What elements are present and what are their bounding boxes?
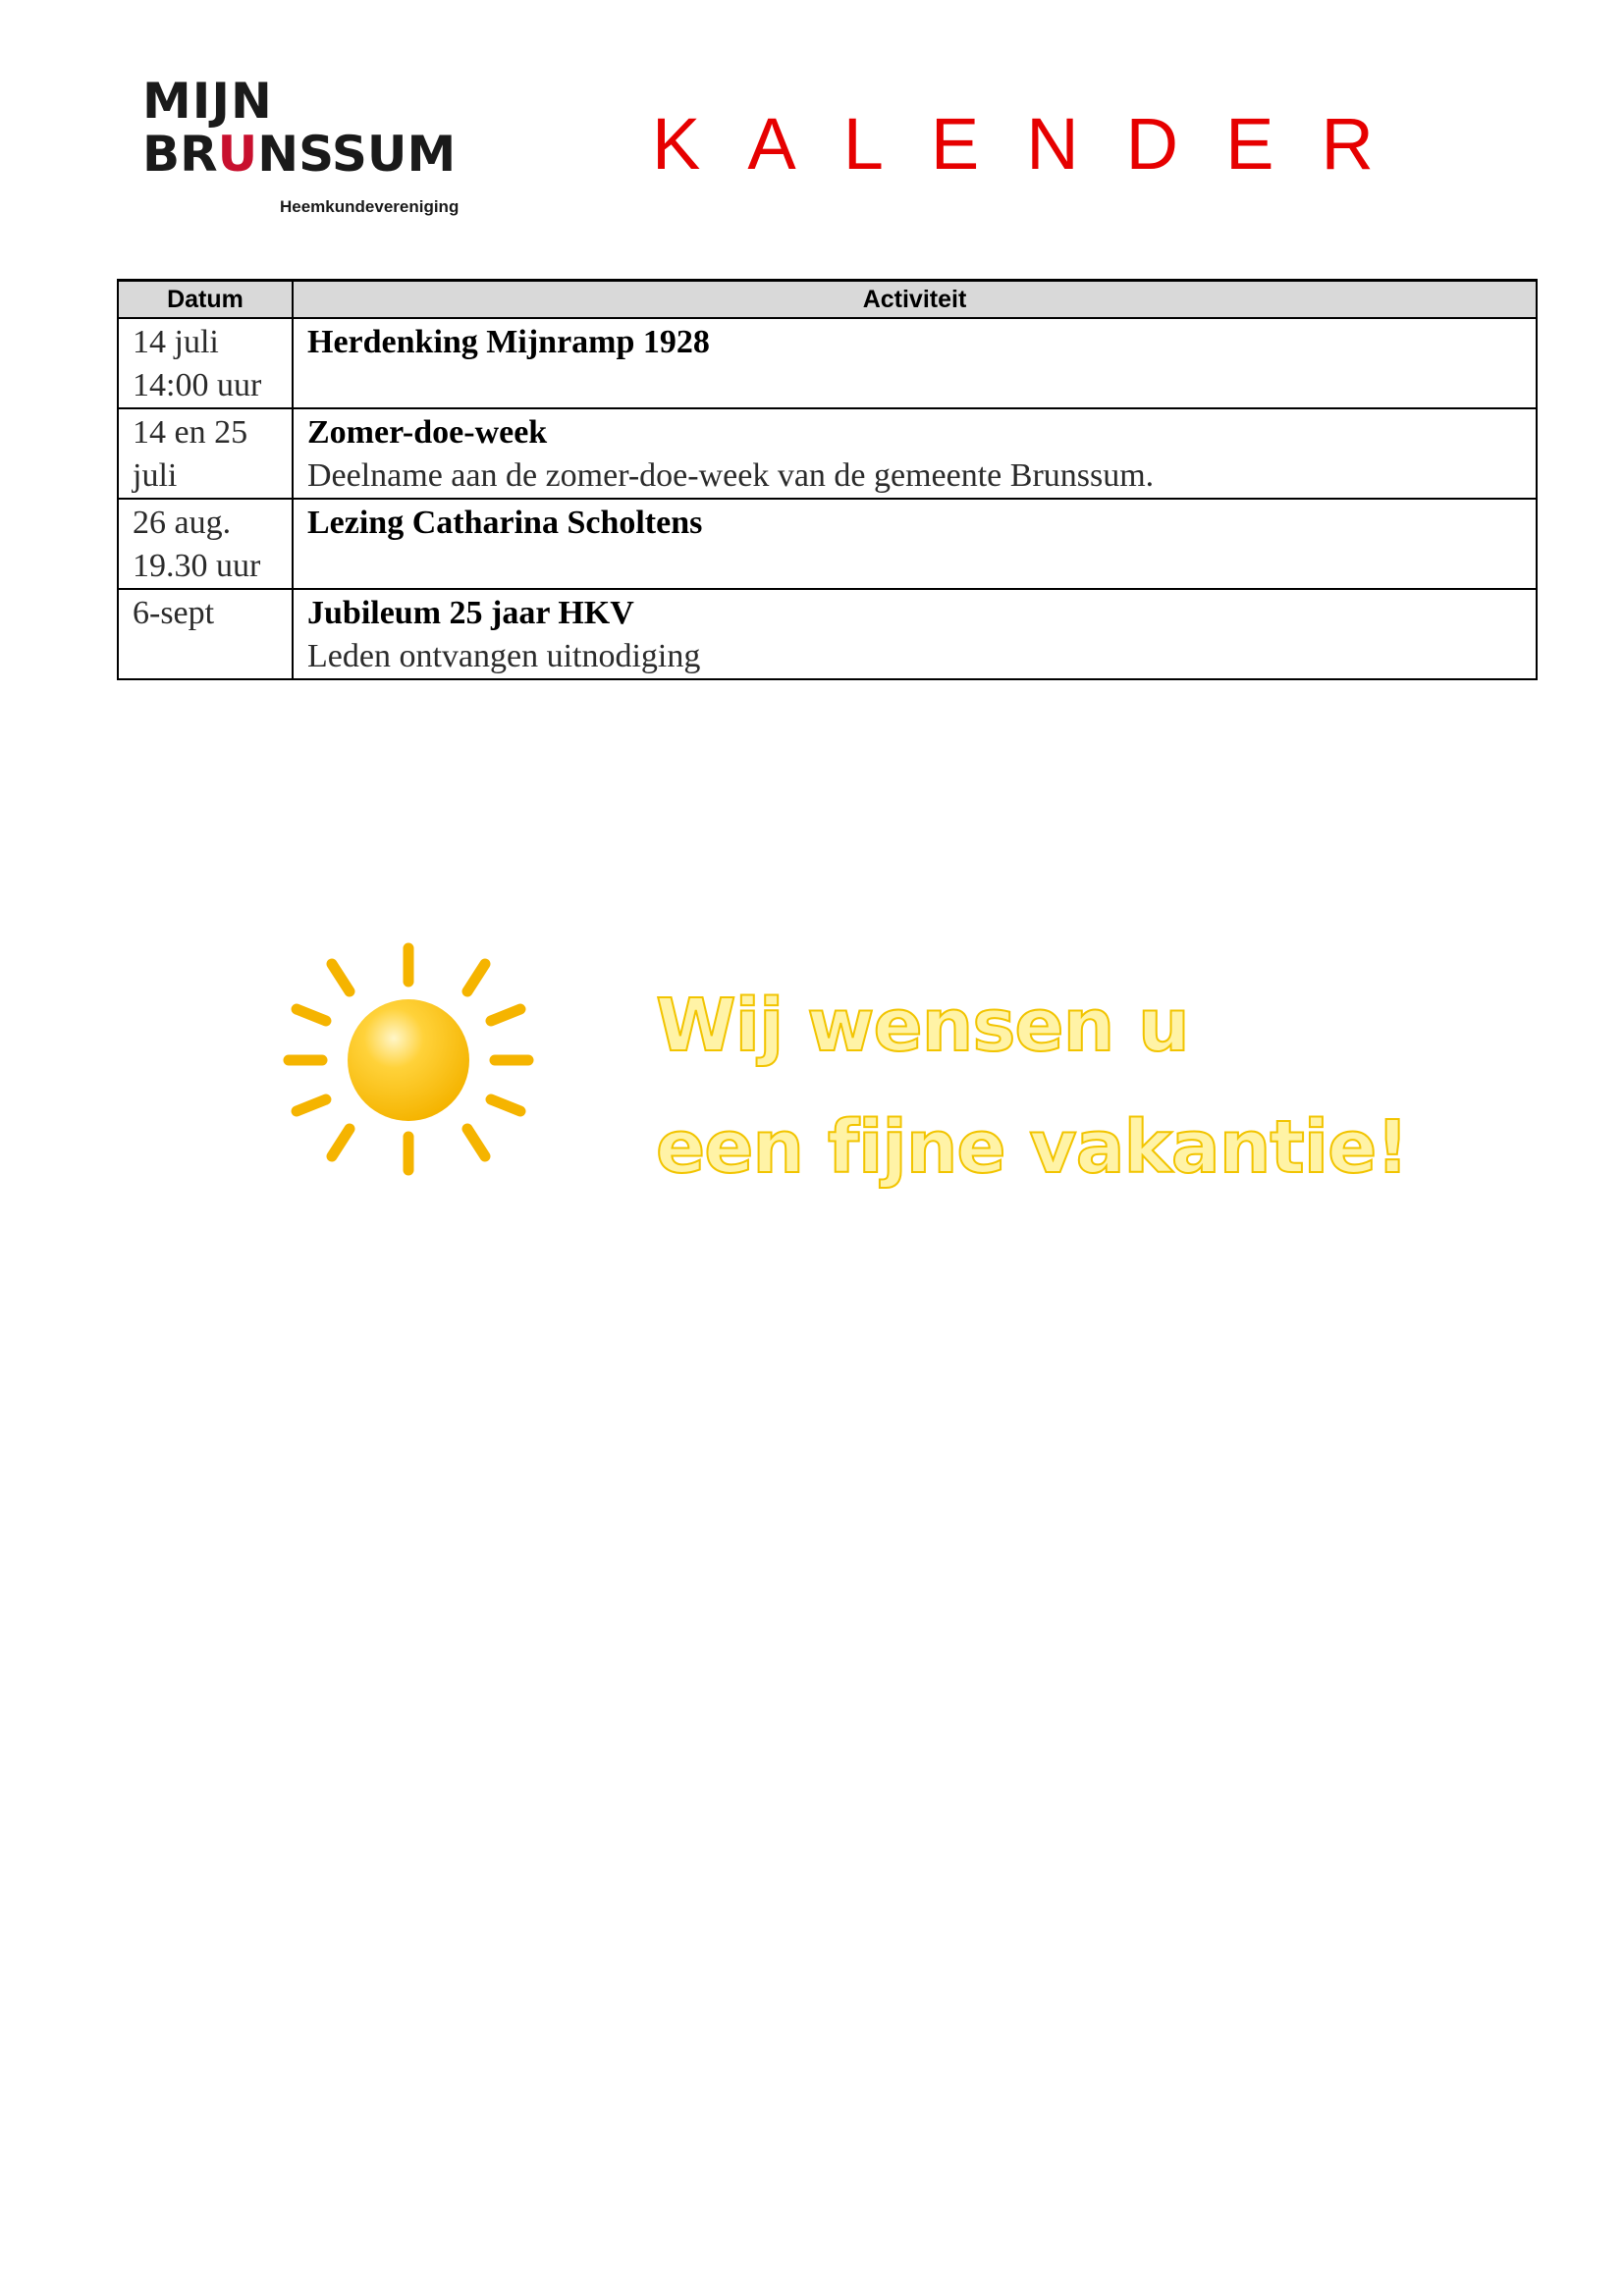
table-row — [118, 318, 1537, 408]
date-line1: 14 en 25 — [133, 414, 248, 451]
activity-detail: Leden ontvangen uitnodiging — [307, 638, 701, 674]
date-cell — [118, 318, 293, 408]
date-cell — [118, 499, 293, 589]
activity-title: Jubileum 25 jaar HKV — [307, 595, 634, 631]
page-title: KALENDER — [652, 103, 1421, 185]
sun-icon — [283, 938, 534, 1180]
activity-title: Lezing Catharina Scholtens — [307, 505, 703, 541]
greeting-line2: een fijne vakantie! — [656, 1105, 1409, 1190]
activity-cell — [293, 589, 1537, 679]
date-line1: 26 aug. — [133, 505, 232, 541]
table-row — [118, 499, 1537, 589]
date-cell — [118, 589, 293, 679]
date-line1: 14 juli — [133, 324, 219, 360]
activity-title: Herdenking Mijnramp 1928 — [307, 324, 710, 360]
logo — [142, 73, 481, 224]
activity-title: Zomer-doe-week — [307, 414, 548, 451]
date-line1: 6-sept — [133, 595, 215, 631]
table-header-row — [118, 281, 1537, 319]
column-header-datum: Datum — [118, 281, 293, 319]
date-line2: juli — [133, 457, 178, 494]
activity-cell — [293, 499, 1537, 589]
logo-subtitle: Heemkundevereniging — [280, 197, 460, 216]
date-cell — [118, 408, 293, 499]
table-row — [118, 408, 1537, 499]
table-row — [118, 589, 1537, 679]
calendar-table — [117, 279, 1538, 680]
column-header-activiteit: Activiteit — [293, 281, 1537, 319]
greeting-line1: Wij wensen u — [656, 984, 1189, 1068]
activity-cell — [293, 318, 1537, 408]
activity-cell — [293, 408, 1537, 499]
logo-line2: BRUNSSUM — [142, 126, 457, 183]
activity-detail: Deelname aan de zomer-doe-week van de gemeente Brunssum. — [307, 457, 1155, 494]
logo-line1: MIJN — [142, 73, 273, 130]
date-line2: 19.30 uur — [133, 548, 261, 584]
date-line2: 14:00 uur — [133, 367, 262, 403]
